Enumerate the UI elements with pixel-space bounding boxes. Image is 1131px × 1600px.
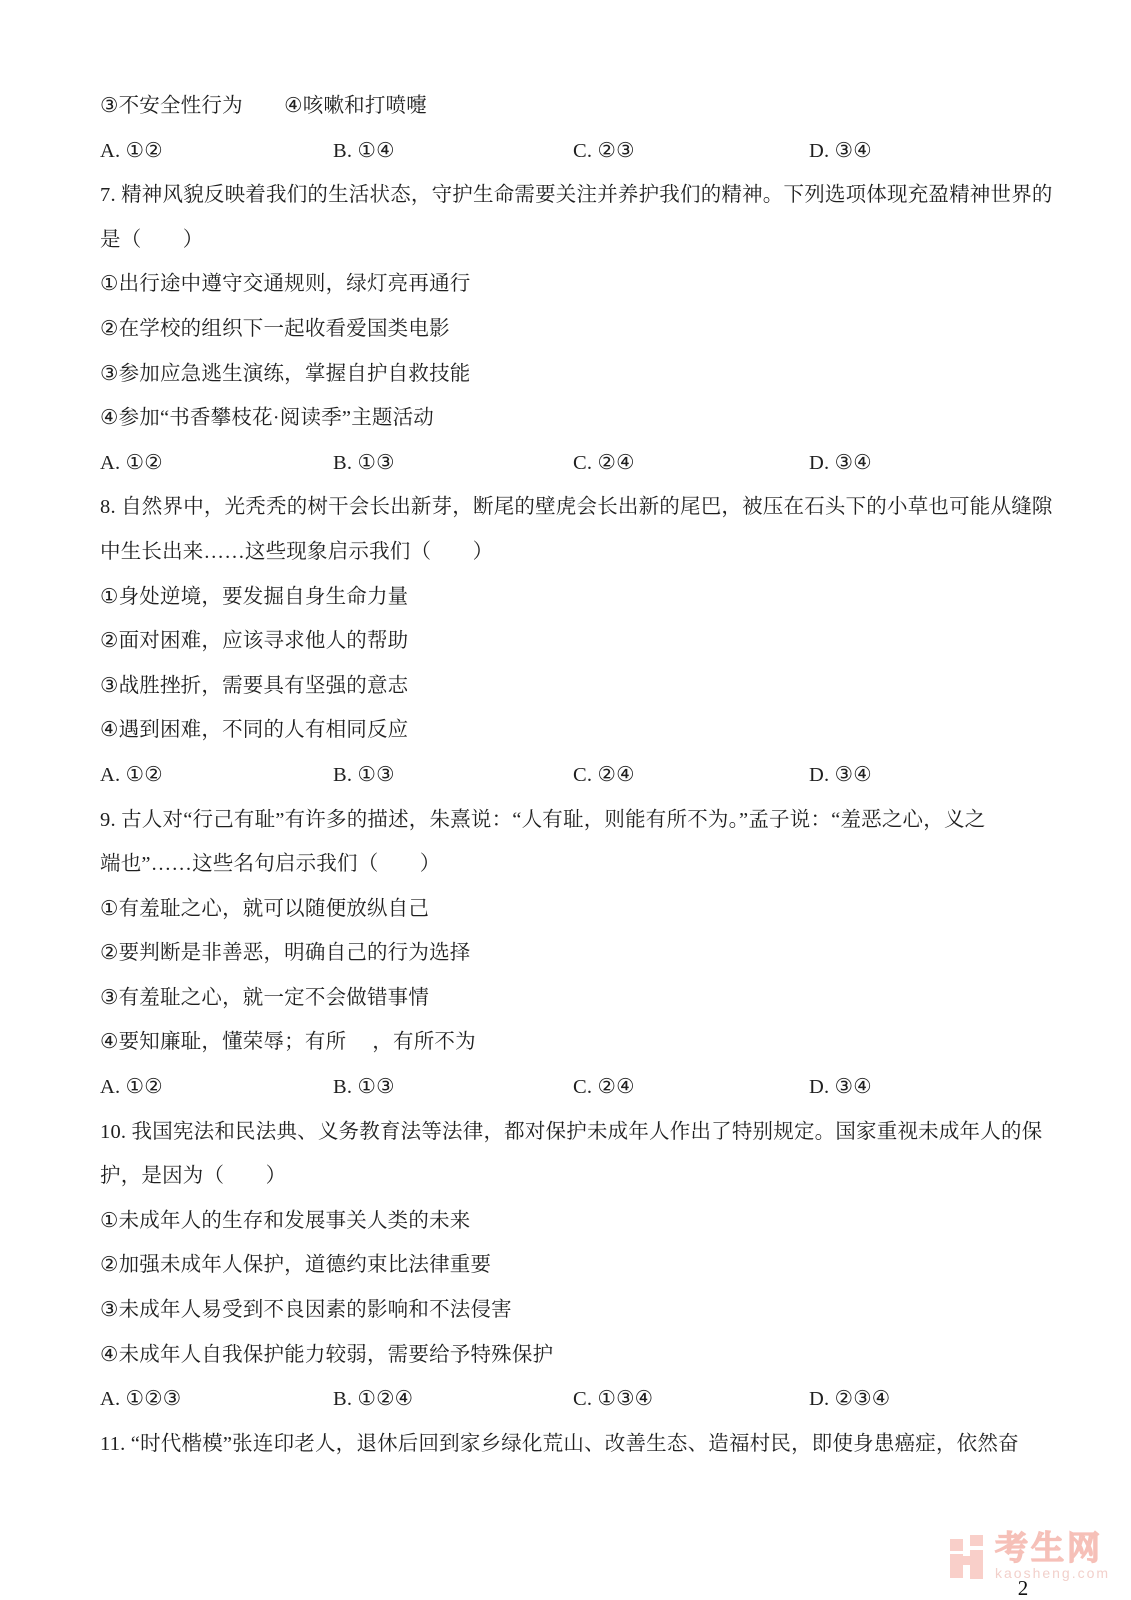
- option-c: C. ①③④: [573, 1388, 654, 1411]
- option-a: A. ①②③: [100, 1388, 182, 1411]
- option-d: D. ③④: [809, 763, 872, 786]
- exam-text-line: ③战胜挫折，需要具有坚强的意志: [100, 674, 409, 697]
- exam-text-line: ②要判断是非善恶，明确自己的行为选择: [100, 942, 471, 965]
- exam-text-line: ①身处逆境，要发掘自身生命力量: [100, 585, 409, 608]
- option-d: D. ③④: [809, 451, 872, 474]
- answer-options-row: [100, 1377, 1060, 1422]
- exam-text-line: 中生长出来……这些现象启示我们（ ）: [100, 540, 494, 563]
- option-b: B. ①③: [333, 451, 395, 474]
- option-b: B. ①③: [333, 1076, 395, 1099]
- exam-text-line: ①未成年人的生存和发展事关人类的未来: [100, 1209, 471, 1232]
- exam-text-line: ②加强未成年人保护，道德约束比法律重要: [100, 1254, 492, 1277]
- exam-text-line: 9. 古人对“行己有耻”有许多的描述，朱熹说：“人有耻，则能有所不为。”孟子说：“羞恶之心，义之: [100, 808, 986, 831]
- logo-block: [950, 1554, 963, 1578]
- exam-text-line: 是（ ）: [100, 228, 204, 251]
- logo-block: [963, 1556, 970, 1565]
- kaosheng-logo-icon: [950, 1533, 984, 1579]
- option-d: D. ②③④: [809, 1388, 891, 1411]
- exam-text-line: 11. “时代楷模”张连印老人，退休后回到家乡绿化荒山、改善生态、造福村民，即使身患癌症，依然奋: [100, 1432, 1019, 1455]
- kaosheng-watermark: [950, 1529, 1111, 1581]
- exam-text-line: 7. 精神风貌反映着我们的生活状态，守护生命需要关注并养护我们的精神。下列选项体现充盈精神世界的: [100, 184, 1053, 207]
- option-b: B. ①④: [333, 139, 395, 162]
- question-list: [100, 84, 1060, 1466]
- logo-block: [970, 1550, 983, 1579]
- option-a: A. ①②: [100, 451, 163, 474]
- logo-block: [950, 1539, 963, 1551]
- exam-text-line: ③不安全性行为 ④咳嗽和打喷嚏: [100, 95, 427, 117]
- watermark-brand-text: 考生网: [995, 1529, 1103, 1566]
- exam-text-line: ③有羞耻之心，就一定不会做错事情: [100, 986, 430, 1009]
- exam-text-line: ②在学校的组织下一起收看爱国类电影: [100, 317, 450, 340]
- exam-text-line: ①有羞耻之心，就可以随便放纵自己: [100, 897, 430, 920]
- answer-options-row: [100, 441, 1060, 486]
- exam-text-line: ①出行途中遵守交通规则，绿灯亮再通行: [100, 273, 471, 296]
- exam-text-line: 端也”……这些名句启示我们（ ）: [100, 853, 441, 876]
- option-a: A. ①②: [100, 139, 163, 162]
- option-c: C. ②③: [573, 139, 635, 162]
- option-d: D. ③④: [809, 139, 872, 162]
- option-c: C. ②④: [573, 1076, 635, 1099]
- option-a: A. ①②: [100, 1076, 163, 1099]
- option-b: B. ①③: [333, 763, 395, 786]
- watermark-text: [995, 1529, 1111, 1581]
- logo-block: [970, 1535, 983, 1546]
- option-b: B. ①②④: [333, 1388, 414, 1411]
- option-c: C. ②④: [573, 763, 635, 786]
- exam-text-line: 10. 我国宪法和民法典、义务教育法等法律，都对保护未成年人作出了特别规定。国家重视未成年人的保: [100, 1120, 1043, 1143]
- exam-text-line: ④要知廉耻，懂荣辱；有所 ，有所不为: [100, 1031, 476, 1054]
- exam-text-line: ④参加“书香攀枝花·阅读季”主题活动: [100, 407, 435, 430]
- exam-text-line: ②面对困难，应该寻求他人的帮助: [100, 630, 409, 653]
- watermark-domain-text: kaosheng.com: [995, 1565, 1111, 1581]
- exam-text-line: ④未成年人自我保护能力较弱，需要给予特殊保护: [100, 1343, 554, 1366]
- answer-options-row: [100, 129, 1060, 174]
- page-number: 2: [1017, 1576, 1029, 1600]
- answer-options-row: [100, 1065, 1060, 1110]
- exam-text-line: ④遇到困难，不同的人有相同反应: [100, 719, 409, 742]
- exam-text-line: ③参加应急逃生演练，掌握自护自救技能: [100, 362, 471, 385]
- answer-options-row: [100, 753, 1060, 798]
- exam-text-line: 护，是因为（ ）: [100, 1165, 287, 1188]
- option-a: A. ①②: [100, 763, 163, 786]
- exam-text-line: 8. 自然界中，光秃秃的树干会长出新芽，断尾的壁虎会长出新的尾巴，被压在石头下的小草也可能从缝隙: [100, 496, 1053, 519]
- option-c: C. ②④: [573, 451, 635, 474]
- option-d: D. ③④: [809, 1076, 872, 1099]
- exam-text-line: ③未成年人易受到不良因素的影响和不法侵害: [100, 1299, 512, 1322]
